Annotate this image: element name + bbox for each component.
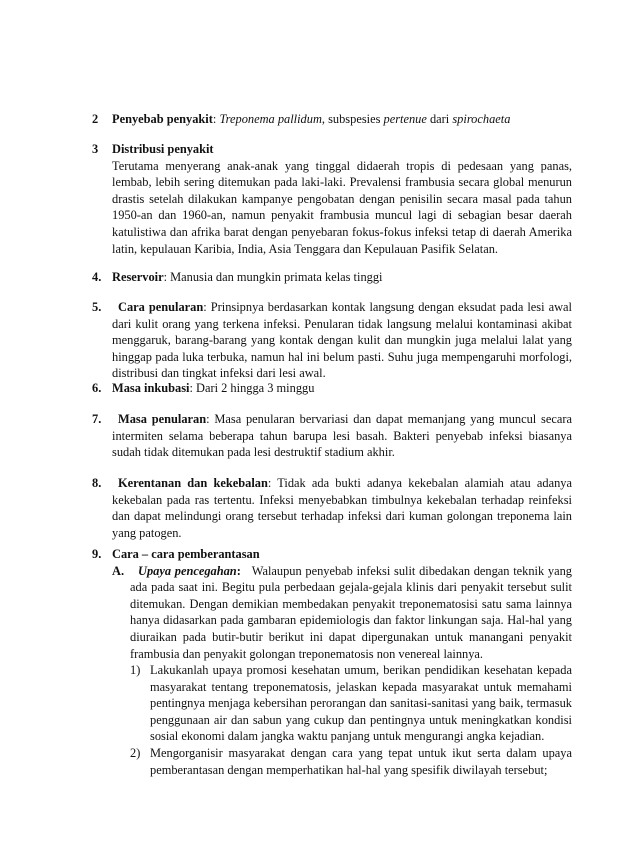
section-title: Masa penularan xyxy=(118,412,207,426)
subsection-title: Upaya pencegahan xyxy=(138,563,237,578)
colon: : xyxy=(236,563,241,578)
source-name: spirochaeta xyxy=(452,112,511,126)
colon: : xyxy=(212,112,217,126)
list-item-number: 2) xyxy=(130,746,141,760)
section-paragraph xyxy=(112,411,572,461)
section-number: 7. xyxy=(92,412,102,426)
section-title: Kerentanan dan kekebalan xyxy=(118,476,268,490)
section-4-line xyxy=(112,269,572,286)
list-item-text: Lakukanlah upaya promosi kesehatan umum, berikan pendidikan kesehatan kepada masyarakat tentang treponematosis, jelaskan kepada masyarakat untuk memahami pentingnya menjaga kebersihan perorangan dan sanitasi-sanitasi yang baik, termasuk penggunaan air dan sabun yang cukup dan pentingnya untuk meningkatkan kondisi sosial ekonomi dalam jangka waktu panjang untuk mengurangi angka kejadian. xyxy=(150,663,572,744)
section-number: 9. xyxy=(92,547,102,561)
section-number: 6. xyxy=(92,381,102,395)
subsection-paragraph xyxy=(130,563,572,663)
list-item-text: Mengorganisir masyarakat dengan cara yang tepat untuk ikut serta dalam upaya pemberantasan dengan memperhatikan hal-hal yang spesifik diwilayah tersebut; xyxy=(150,746,572,777)
section-number: 3 xyxy=(92,142,99,156)
section-paragraph xyxy=(112,299,572,382)
subspecies-label: , subspesies xyxy=(321,112,381,126)
subspecies-name: pertenue xyxy=(383,112,427,126)
subsection-text: Walaupun penyebab infeksi sulit dibedakan dengan teknik yang ada pada saat ini. Begitu pula perbedaan gejala-gejala klinis dari penyakit tersebut sulit ditemukan. Dengan demikian membedakan penyakit treponematosisi satu sama lainnya hanya didasarkan pada gambaran epidemiologis dan faktor linkungan saja. Hal-hal yang diuraikan pada butir-butir berikut ini dapat dipergunakan untuk manangani penyakit frambusia dan penyakit golongan treponematosis non venereal lainnya. xyxy=(130,563,572,661)
section-number: 2 xyxy=(92,112,99,126)
section-text: : Manusia dan mungkin primata kelas tinggi xyxy=(163,270,383,284)
subsection-letter: A. xyxy=(112,563,125,578)
list-item-number: 1) xyxy=(130,663,141,677)
section-text: : Tidak ada bukti adanya kekebalan alamiah atau adanya kekebalan pada ras tertentu. Infeksi menyebabkan timbulnya kekebalan terhadap reinfeksi dan dapat melindungi orang tersebut terhadap infeksi dari kuman golongan treponema lain yang patogen. xyxy=(112,476,572,540)
section-text: : Prinsipnya berdasarkan kontak langsung dengan eksudat pada lesi awal dari kulit orang yang terkena infeksi. Penularan tidak langsung melalui kontaminasi akibat menggaruk, barang-barang yang kontak dengan kulit dan mungkin juga melalui lalat yang hinggap pada luka terbuka, namun hal ini belum pasti. Suhu juga mempengaruhi morfologi, distribusi dan tingkat infeksi dari lesi awal. xyxy=(112,300,572,381)
section-6-line xyxy=(112,380,572,397)
section-paragraph: Terutama menyerang anak-anak yang tinggal didaerah tropis di pedesaan yang panas, lembab, lebih sering ditemukan pada laki-laki. Prevalensi frambusia secara global menurun drastis setelah dilakukan kampanye pengobatan dengan penisilin secara masal pada tahun 1950-an dan 1960-an, namun penyakit frambusia muncul lagi di sebagian besar daerah katulistiwa dan afrika barat dengan penyebaran fokus-fokus infeksi tetap di daerah Amerika latin, kepulauan Karibia, India, Asia Tenggara dan Kepulauan Pasifik Selatan. xyxy=(112,158,572,256)
section-title: Cara penularan xyxy=(118,300,204,314)
section-number: 4. xyxy=(92,270,102,284)
section-text: : Masa penularan bervariasi dan dapat memanjang yang muncul secara intermiten selama beberapa tahun barupa lesi basah. Bakteri penyebab infeksi biasanya sudah tidak ditemukan pada lesi destruktif stadium akhir. xyxy=(112,412,572,460)
organism-name: Treponema pallidum xyxy=(219,112,322,126)
from-word: dari xyxy=(429,112,450,126)
section-title: Masa inkubasi xyxy=(112,381,190,395)
section-title: Distribusi penyakit xyxy=(112,142,214,156)
section-number: 8. xyxy=(92,476,102,490)
section-title: Cara – cara pemberantasan xyxy=(112,547,260,561)
section-2-line xyxy=(112,111,572,128)
section-title: Penyebab penyakit xyxy=(112,112,213,126)
section-title: Reservoir xyxy=(112,270,164,284)
section-paragraph xyxy=(112,475,572,541)
section-number: 5. xyxy=(92,300,102,314)
section-text: : Dari 2 hingga 3 minggu xyxy=(189,381,315,395)
